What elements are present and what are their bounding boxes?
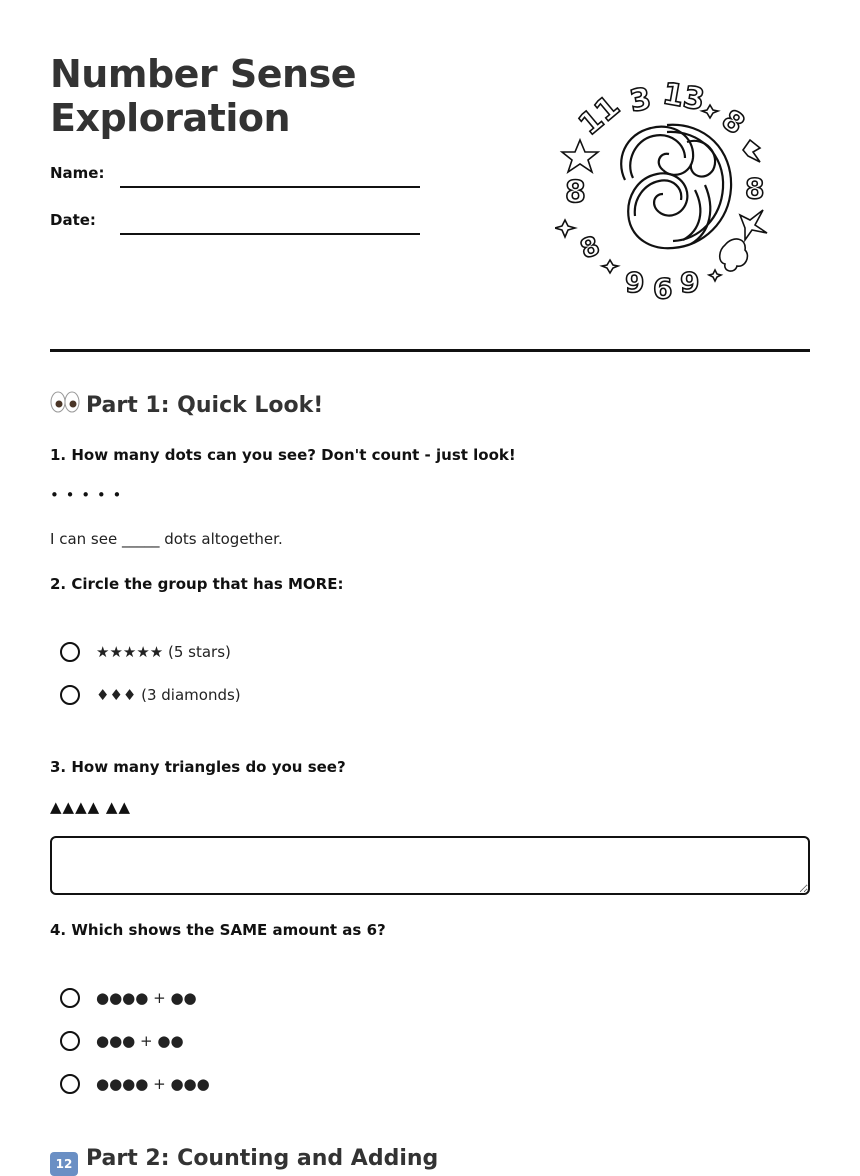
- title-line-1: Number Sense: [50, 52, 356, 96]
- radio-button[interactable]: [60, 1074, 80, 1094]
- question-1-answer-sentence: I can see _____ dots altogether.: [50, 530, 283, 548]
- radio-button[interactable]: [60, 685, 80, 705]
- question-2-prompt: 2. Circle the group that has MORE:: [50, 575, 344, 593]
- date-label: Date:: [50, 211, 96, 229]
- svg-text:11: 11: [572, 89, 627, 143]
- svg-text:8: 8: [576, 230, 604, 266]
- option-label: ●●●● + ●●: [96, 989, 197, 1007]
- option-label: ●●●● + ●●●: [96, 1075, 210, 1093]
- option-label: ♦♦♦ (3 diamonds): [96, 686, 241, 704]
- date-field[interactable]: [50, 211, 420, 235]
- question-3-prompt: 3. How many triangles do you see?: [50, 758, 346, 776]
- option-label: ★★★★★ (5 stars): [96, 643, 231, 661]
- svg-text:8: 8: [715, 102, 751, 142]
- page-title: [50, 52, 356, 140]
- radio-button[interactable]: [60, 642, 80, 662]
- worksheet-header: [50, 0, 810, 352]
- radio-button[interactable]: [60, 1031, 80, 1051]
- question-3-answer-box[interactable]: [50, 836, 810, 895]
- part-2-heading: [50, 1146, 438, 1176]
- part-1-heading-text: Part 1: Quick Look!: [86, 393, 324, 418]
- question-4-option-1[interactable]: [60, 986, 197, 1010]
- svg-text:9: 9: [680, 266, 700, 299]
- question-2-option-1[interactable]: [60, 640, 231, 664]
- svg-text:6: 6: [653, 272, 673, 300]
- svg-text:13: 13: [659, 76, 708, 119]
- question-4-prompt: 4. Which shows the SAME amount as 6?: [50, 921, 386, 939]
- part-1-heading: [50, 390, 323, 418]
- numbers-swirl-icon: [555, 70, 780, 300]
- svg-text:9: 9: [625, 266, 645, 299]
- header-divider: [50, 349, 810, 352]
- eyes-icon: [50, 390, 80, 414]
- date-line[interactable]: [120, 233, 420, 235]
- question-1-dots: • • • • •: [50, 486, 123, 504]
- question-1-prompt: 1. How many dots can you see? Don't count - just look!: [50, 446, 516, 464]
- name-line[interactable]: [120, 186, 420, 188]
- question-4-option-2[interactable]: [60, 1029, 184, 1053]
- name-label: Name:: [50, 164, 105, 182]
- title-line-2: Exploration: [50, 96, 291, 140]
- question-4-option-3[interactable]: [60, 1072, 210, 1096]
- svg-text:3: 3: [627, 81, 654, 120]
- question-3-triangles: ▲▲▲▲ ▲▲: [50, 798, 131, 816]
- question-2-option-2[interactable]: [60, 683, 241, 707]
- part-2-heading-text: Part 2: Counting and Adding: [86, 1146, 439, 1171]
- option-label: ●●● + ●●: [96, 1032, 184, 1050]
- worksheet-page: [50, 0, 810, 1171]
- svg-text:8: 8: [565, 175, 586, 210]
- name-field[interactable]: [50, 164, 420, 188]
- radio-button[interactable]: [60, 988, 80, 1008]
- svg-text:8: 8: [745, 172, 765, 205]
- number-12-icon: 12: [50, 1152, 78, 1176]
